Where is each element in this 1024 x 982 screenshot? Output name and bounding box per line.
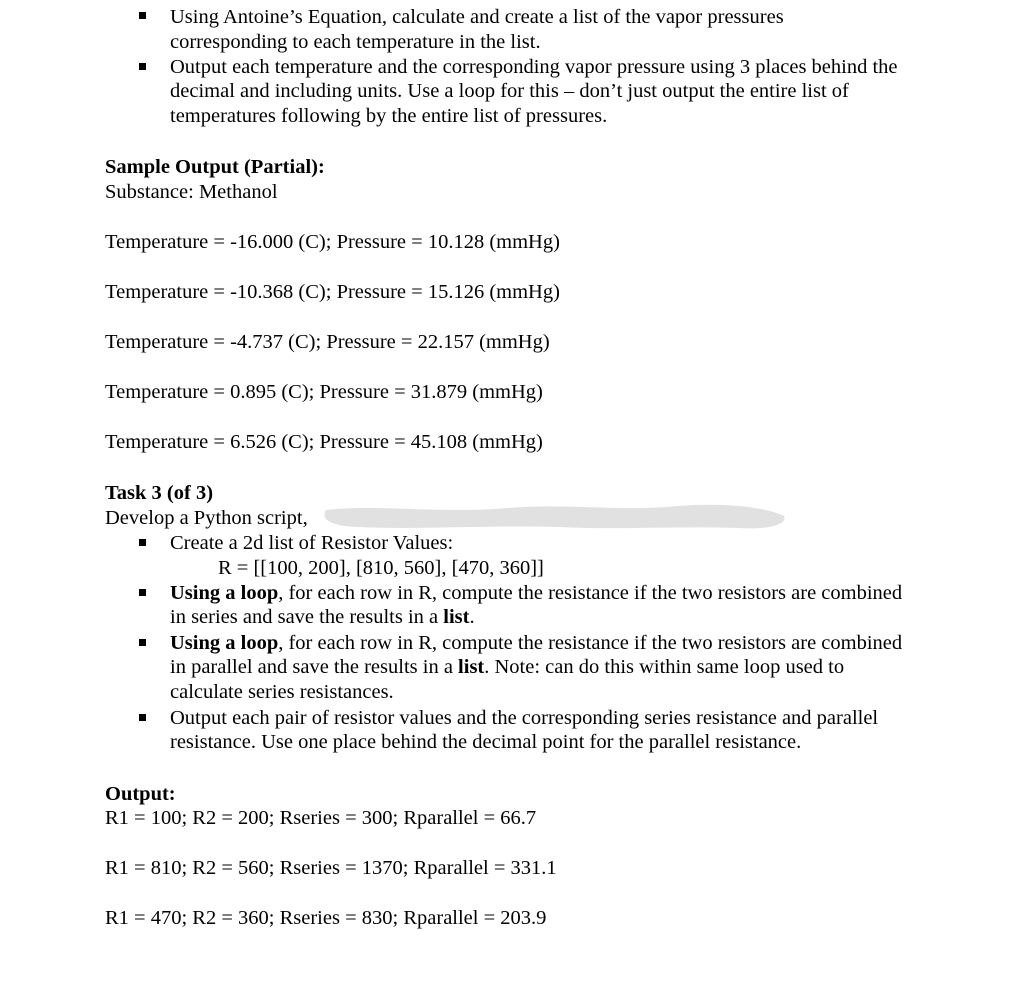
bullet-text: resistance. Use one place behind the decimal point for the parallel resistance.: [170, 731, 802, 753]
text-span: in series and save the results in a: [170, 606, 444, 628]
substance-line: Substance: Methanol: [105, 181, 278, 203]
output-row: R1 = 810; R2 = 560; Rseries = 1370; Rparallel = 331.1: [105, 857, 557, 879]
bullet-marker: [139, 589, 146, 596]
text-span: .: [469, 606, 475, 628]
task-intro: Develop a Python script,: [105, 507, 308, 529]
output-row: R1 = 100; R2 = 200; Rseries = 300; Rparallel = 66.7: [105, 807, 537, 829]
text-span: in parallel and save the results in a: [170, 656, 459, 678]
section-heading: Task 3 (of 3): [105, 482, 214, 504]
bullet-text: corresponding to each temperature in the list.: [170, 31, 541, 53]
bold-text: list: [458, 656, 485, 678]
bullet-marker: [139, 63, 146, 70]
bullet-text: Using Antoine’s Equation, calculate and create a list of the vapor pressures: [170, 6, 784, 28]
bullet-marker: [139, 714, 146, 721]
bullet-text: [170, 581, 902, 606]
resistor-list: R = [[100, 200], [810, 560], [470, 360]]: [218, 557, 544, 579]
bold-text: list: [443, 606, 470, 628]
bullet-text: [170, 605, 475, 630]
text-span: , for each row in R, compute the resistance if the two resistors are combined: [278, 632, 903, 654]
sample-output-row: Temperature = -16.000 (C); Pressure = 10.128 (mmHg): [105, 231, 560, 253]
output-row: R1 = 470; R2 = 360; Rseries = 830; Rparallel = 203.9: [105, 907, 547, 929]
bullet-text: decimal and including units. Use a loop for this – don’t just output the entire list of: [170, 80, 849, 102]
bullet-text: Create a 2d list of Resistor Values:: [170, 532, 454, 554]
text-span: , for each row in R, compute the resistance if the two resistors are combined: [278, 582, 903, 604]
bullet-marker: [139, 639, 146, 646]
section-heading: Output:: [105, 783, 176, 805]
bullet-text: [170, 655, 844, 680]
bullet-marker: [139, 12, 146, 19]
sample-output-row: Temperature = -4.737 (C); Pressure = 22.157 (mmHg): [105, 331, 550, 353]
bullet-text: [170, 631, 902, 656]
sample-output-row: Temperature = 6.526 (C); Pressure = 45.108 (mmHg): [105, 431, 543, 453]
bold-text: Using a loop: [170, 582, 279, 604]
text-span: . Note: can do this within same loop used to: [484, 656, 845, 678]
sample-output-row: Temperature = -10.368 (C); Pressure = 15.126 (mmHg): [105, 281, 560, 303]
bullet-text: Output each pair of resistor values and the corresponding series resistance and parallel: [170, 707, 879, 729]
redaction-smear: [318, 500, 790, 534]
sample-output-row: Temperature = 0.895 (C); Pressure = 31.879 (mmHg): [105, 381, 543, 403]
section-heading: Sample Output (Partial):: [105, 156, 325, 178]
bullet-text: Output each temperature and the corresponding vapor pressure using 3 places behind the: [170, 56, 898, 78]
bullet-text: calculate series resistances.: [170, 681, 394, 703]
bold-text: Using a loop: [170, 632, 279, 654]
bullet-marker: [139, 539, 146, 546]
bullet-text: temperatures following by the entire list of pressures.: [170, 105, 608, 127]
